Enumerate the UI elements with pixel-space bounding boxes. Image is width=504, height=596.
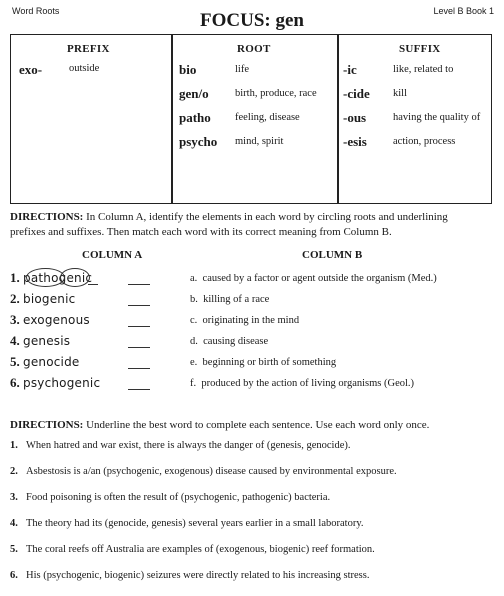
answer-blank[interactable] xyxy=(128,284,150,285)
vocab-word: psychogenic xyxy=(23,376,101,390)
root-meaning: feeling, disease xyxy=(235,112,300,123)
sentence-text: The theory had its (genocide, genesis) several years earlier in a small laboratory. xyxy=(26,518,364,529)
suffix-part: -cide xyxy=(343,86,370,101)
column-a-header: COLUMN A xyxy=(82,249,143,261)
item-number: 5. xyxy=(10,354,20,369)
sentence-text: When hatred and war exist, there is always the danger of (genesis, genocide). xyxy=(26,440,351,451)
vocab-word: exogenous xyxy=(23,313,90,327)
root-part: bio xyxy=(179,62,197,77)
item-number: 3. xyxy=(10,312,20,327)
vocab-word: biogenic xyxy=(23,292,76,306)
level-label: Level B Book 1 xyxy=(433,6,494,16)
root-meaning: mind, spirit xyxy=(235,136,284,147)
vocab-word: genesis xyxy=(23,334,71,348)
prefix-part: exo- xyxy=(19,62,43,77)
directions-text: prefixes and suffixes. Then match each word with its correct meaning from Column B. xyxy=(10,226,392,238)
root-meaning: life xyxy=(235,64,249,75)
sentence-text: Asbestosis is a/an (psychogenic, exogenous) disease caused by environmental exposure. xyxy=(26,466,397,477)
sentence-text: The coral reefs off Australia are examples of (exogenous, biogenic) reef formation. xyxy=(26,544,375,555)
vocab-word: pathogenic xyxy=(23,271,93,285)
definition-text: originating in the mind xyxy=(202,315,300,326)
column-b-item xyxy=(190,315,299,326)
directions-text: Underline the best word to complete each sentence. Use each word only once. xyxy=(83,419,430,431)
directions-text: In Column A, identify the elements in each word by circling roots and underlining xyxy=(83,211,448,223)
root-part: psycho xyxy=(179,134,218,149)
item-number: 4. xyxy=(10,518,18,529)
table-divider xyxy=(337,35,339,203)
column-a-item xyxy=(10,333,70,349)
definition-text: caused by a factor or agent outside the organism (Med.) xyxy=(202,273,437,284)
prefix-meaning: outside xyxy=(69,63,100,74)
vocab-word: genocide xyxy=(23,355,80,369)
sentence-item xyxy=(10,570,369,581)
item-number: 5. xyxy=(10,544,18,555)
item-letter: c. xyxy=(190,315,198,326)
item-letter: f. xyxy=(190,378,197,389)
suffix-header: SUFFIX xyxy=(399,43,441,55)
sentence-item xyxy=(10,440,351,451)
item-letter: b. xyxy=(190,294,198,305)
column-b-item xyxy=(190,357,336,368)
column-a-item xyxy=(10,375,100,391)
sentence-item xyxy=(10,544,375,555)
suffix-part: -esis xyxy=(343,134,367,149)
sentence-item xyxy=(10,492,330,503)
column-b-item xyxy=(190,378,414,389)
suffix-meaning: kill xyxy=(393,88,408,99)
item-letter: e. xyxy=(190,357,198,368)
word-parts-table xyxy=(10,34,492,204)
definition-text: causing disease xyxy=(203,336,269,347)
section-label: Word Roots xyxy=(12,6,60,16)
item-number: 6. xyxy=(10,375,20,390)
answer-blank[interactable] xyxy=(128,368,150,369)
suffix-part: -ous xyxy=(343,110,367,125)
root-circle-mark xyxy=(60,268,90,287)
directions-matching xyxy=(10,210,496,240)
root-meaning: birth, produce, race xyxy=(235,88,317,99)
sentence-text: Food poisoning is often the result of (psychogenic, pathogenic) bacteria. xyxy=(26,492,331,503)
table-divider xyxy=(171,35,173,203)
root-part: gen/o xyxy=(179,86,209,101)
root-part: patho xyxy=(179,110,211,125)
answer-blank[interactable] xyxy=(128,305,150,306)
definition-text: beginning or birth of something xyxy=(202,357,337,368)
definition-text: killing of a race xyxy=(203,294,270,305)
column-b-item xyxy=(190,273,437,284)
page-title: FOCUS: gen xyxy=(200,10,304,31)
definition-text: produced by the action of living organisms (Geol.) xyxy=(201,378,415,389)
suffix-meaning: having the quality of xyxy=(393,112,481,123)
item-number: 1. xyxy=(10,440,18,451)
answer-blank[interactable] xyxy=(128,389,150,390)
suffix-part: -ic xyxy=(343,62,357,77)
directions-label: DIRECTIONS: xyxy=(10,211,84,223)
suffix-underline-mark xyxy=(88,284,98,285)
column-a-item xyxy=(10,354,79,370)
directions-sentences xyxy=(10,418,496,433)
item-letter: a. xyxy=(190,273,198,284)
column-b-item xyxy=(190,294,269,305)
sentence-text: His (psychogenic, biogenic) seizures were directly related to his increasing stress. xyxy=(26,570,370,581)
prefix-row xyxy=(19,62,42,78)
suffix-meaning: action, process xyxy=(393,136,456,147)
answer-blank[interactable] xyxy=(128,326,150,327)
root-header: ROOT xyxy=(237,43,271,55)
column-a-item xyxy=(10,291,75,307)
item-number: 1. xyxy=(10,270,20,285)
prefix-header: PREFIX xyxy=(67,43,110,55)
answer-blank[interactable] xyxy=(128,347,150,348)
directions-label: DIRECTIONS: xyxy=(10,419,84,431)
item-number: 6. xyxy=(10,570,18,581)
item-number: 2. xyxy=(10,291,20,306)
item-number: 2. xyxy=(10,466,18,477)
column-a-item xyxy=(10,312,90,328)
column-b-header: COLUMN B xyxy=(302,249,363,261)
suffix-meaning: like, related to xyxy=(393,64,454,75)
column-b-item xyxy=(190,336,268,347)
sentence-item xyxy=(10,518,364,529)
item-number: 3. xyxy=(10,492,18,503)
item-number: 4. xyxy=(10,333,20,348)
item-letter: d. xyxy=(190,336,198,347)
sentence-item xyxy=(10,466,397,477)
